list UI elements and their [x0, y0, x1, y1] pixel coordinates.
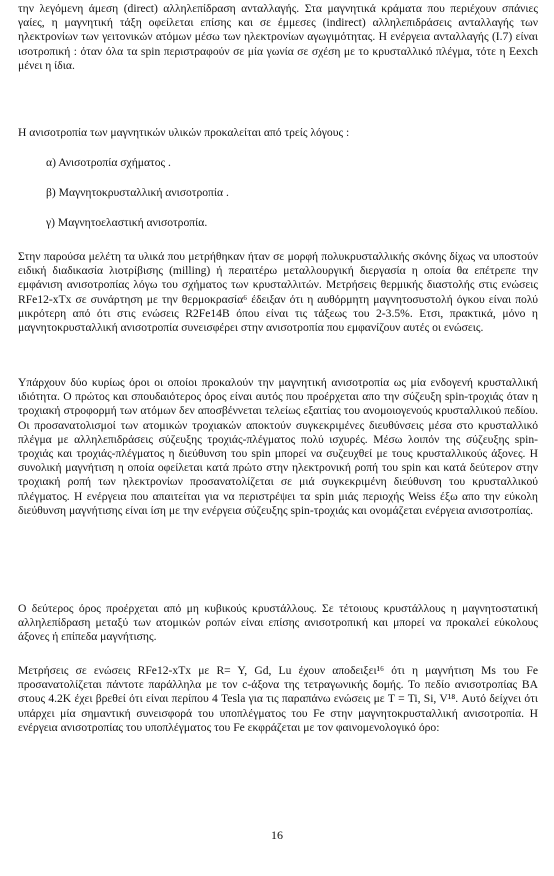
- list-item-magnetoelastic-anisotropy: γ) Μαγνητοελαστική ανισοτροπία.: [46, 216, 208, 229]
- paragraph-two-terms: Υπάρχουν δύο κυρίως όροι οι οποίοι προκαλούν την μαγνητική ανισοτροπία ως μία ενδογενή κρυσταλλική ιδιότητα. Ο πρώτος και σπουδαιότερος όρος είναι αυτός που προέρχεται απο την σύζευξη spin-τροχιάς όταν η τροχιακή στροφορμή των ατόμων δεν αποσβέννεται τελείως εξαιτίας του ανομοιογενούς κρυσταλλικού πεδίου. Οι προσανατολισμοί των ατομικών τροχιακών αποκτούν συγκεκριμένες διευθύνσεις μέσα στο κρυσταλλικό πλέγμα με αλληλεπιδράσεις σύζευξης τροχιάς-πλέγματος πολύ ισχυρές. Μέσω λοιπόν της σύζευξης spin-τροχιάς και τροχιάς-πλέγματος η διεύθυνση του spin μπορεί να συζευχθεί με τους κρυσταλλικούς άξονες. Η συνολική μαγνήτιση η οποία οφείλεται κατά πρώτο στην ηλεκτρονική ροπή του spin και κατά δεύτερον στην τροχιακή ροπή των ηλεκτρονίων προσανατολίζεται σε μιά συγκεκριμένη διεύθυνση του κρυσταλλικού πλέγματος. Η ενέργεια που απαιτείται για να περιστρέψει τα spin μιάς περιοχής Weiss έξω απο την εύκολη διεύθυνση μαγνήτισης είναι ίση με την ενέργεια σύζευξης spin-τροχιάς και ονομάζεται ενέργεια ανισοτροπίας.: [18, 376, 538, 517]
- page-number: 16: [271, 828, 283, 842]
- paragraph-measurements: Μετρήσεις σε ενώσεις RFe12-xTx με R= Y, Gd, Lu έχουν αποδειξει¹⁶ ότι η μαγνήτιση Ms του Fe προσανατολίζεται πάντοτε παράλληλα με τον c-άξονα της τετραγωνικής δομής. Το πεδίο ανισοτροπίας BA στους 4.2K έχει βρεθεί ότι είναι περίπου 4 Tesla για τις παραπάνω ενώσεις με T = Ti, Si, V¹⁸. Αυτό δείχνει ότι υπάρχει μία σημαντική συνεισφορά του υποπλέγματος του Fe στην μαγνητοκρυσταλλική ανισοτροπία. Η ενέργεια ανισοτροπίας του υποπλέγματος του Fe εκφράζεται με τον φαινομενολογικό όρο:: [18, 664, 538, 734]
- paragraph-second-term: Ο δεύτερος όρος προέρχεται από μη κυβικούς κρυστάλλους. Σε τέτοιους κρυστάλλους η μαγνητοστατική αλληλεπίδραση μεταξύ των ατομικών ροπών είναι επίσης ανισοτροπική και μπορεί να προκαλεί εύκολους άξονες ή επίπεδα μαγνήτισης.: [18, 602, 538, 644]
- paragraph-present-study: Στην παρούσα μελέτη τα υλικά που μετρήθηκαν ήταν σε μορφή πολυκρυσταλλικής σκόνης δίχως να υποστούν ειδική διαδικασία λιοτρίβισης (milling) ή περαιτέρω μεταλλουργική διεργασία η οποία θα επέτρεπε την εμφάνιση ανισοτροπίας λόγω του σχήματος των κρυσταλλιτών. Μετρήσεις θερμικής διαστολής στις ενώσεις RFe12-xTx σε συνάρτηση με την θερμοκρασία⁶ έδειξαν ότι η αυθόρμητη μαγνητοσυστολή όγκου είναι πολύ μικρότερη από ότι στις ενώσεις R2Fe14B όπου είναι τις τάξεως του 2-3.5%. Ετσι, πρακτικά, μόνο η μαγνητοκρυσταλλική ανισοτροπία συνεισφέρει στην ανισοτροπία που εμφανίζουν αυτές οι ενώσεις.: [18, 250, 538, 335]
- list-item-magnetocrystalline-anisotropy: β) Μαγνητοκρυσταλλική ανισοτροπία .: [46, 186, 229, 199]
- paragraph-anisotropy-causes: Η ανισοτροπία των μαγνητικών υλικών προκαλείται από τρείς λόγους :: [18, 126, 350, 139]
- paragraph-exchange-energy: την λεγόμενη άμεση (direct) αλληλεπίδραση ανταλλαγής. Στα μαγνητικά κράματα που περιέχουν σπάνιες γαίες, η μαγνητική τάξη οφείλεται επίσης και σε έμμεσες (indirect) αλληλεπιδράσεις ανταλλαγής των ηλεκτρονίων των γειτονικών ατόμων μέσω των ηλεκτρονίων αγωγιμότητας. Η ενέργεια ανταλλαγής (I.7) είναι ισοτροπική : όταν όλα τα spin περιστραφούν σε μία γωνία σε σχέση με το κρυσταλλικό πλέγμα, τότε η Eexch μένει η ίδια.: [18, 2, 538, 72]
- list-item-shape-anisotropy: α) Ανισοτροπία σχήματος .: [46, 156, 171, 169]
